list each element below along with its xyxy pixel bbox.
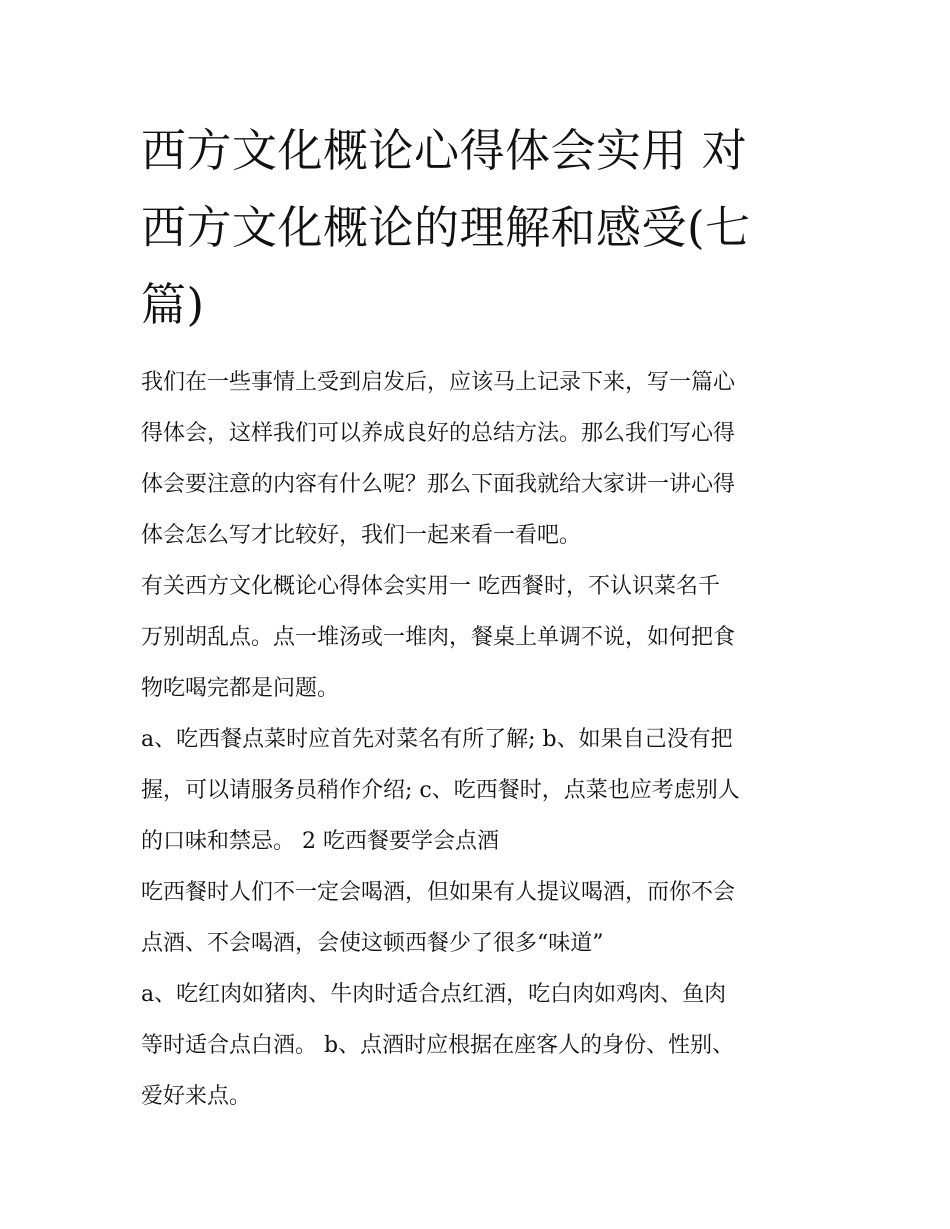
document-body (141, 112, 817, 1122)
wine-intro-paragraph (141, 867, 817, 969)
text-line: 体会要注意的内容有什么呢？那么下面我就给大家讲一讲心得 (141, 472, 736, 497)
text-line: 爱好来点。 (141, 1084, 252, 1109)
text-line: a、吃西餐点菜时应首先对菜名有所了解; b、如果自己没有把 (141, 727, 733, 752)
section-one-paragraph (141, 561, 817, 714)
text-line: 吃西餐时人们不一定会喝酒，但如果有人提议喝酒，而你不会 (141, 880, 736, 905)
wine-tips-paragraph (141, 969, 817, 1122)
text-line: 得体会，这样我们可以养成良好的总结方法。那么我们写心得 (141, 421, 736, 446)
text-line: 有关西方文化概论心得体会实用一 吃西餐时，不认识菜名千 (141, 574, 720, 599)
text-line: a、吃红肉如猪肉、牛肉时适合点红酒，吃白肉如鸡肉、鱼肉 (141, 982, 727, 1007)
text-line: 我们在一些事情上受到启发后，应该马上记录下来，写一篇心 (141, 370, 736, 395)
title-line: 篇) (141, 278, 205, 331)
text-line: 物吃喝完都是问题。 (141, 676, 340, 701)
text-line: 等时适合点白酒。 b、点酒时应根据在座客人的身份、性别、 (141, 1033, 735, 1058)
document-title (141, 112, 817, 343)
text-line: 体会怎么写才比较好，我们一起来看一看吧。 (141, 523, 582, 548)
text-line: 的口味和禁忌。 2 吃西餐要学会点酒 (141, 829, 499, 854)
text-line: 握，可以请服务员稍作介绍; c、吃西餐时，点菜也应考虑别人 (141, 778, 740, 803)
text-line: 万别胡乱点。点一堆汤或一堆肉，餐桌上单调不说，如何把食 (141, 625, 736, 650)
title-line: 西方文化概论心得体会实用 对 (141, 124, 748, 177)
ordering-tips-paragraph (141, 714, 817, 867)
intro-paragraph (141, 357, 817, 561)
title-line: 西方文化概论的理解和感受(七 (141, 201, 751, 254)
text-line: 点酒、不会喝酒，会使这顿西餐少了很多“味道” (141, 931, 604, 956)
